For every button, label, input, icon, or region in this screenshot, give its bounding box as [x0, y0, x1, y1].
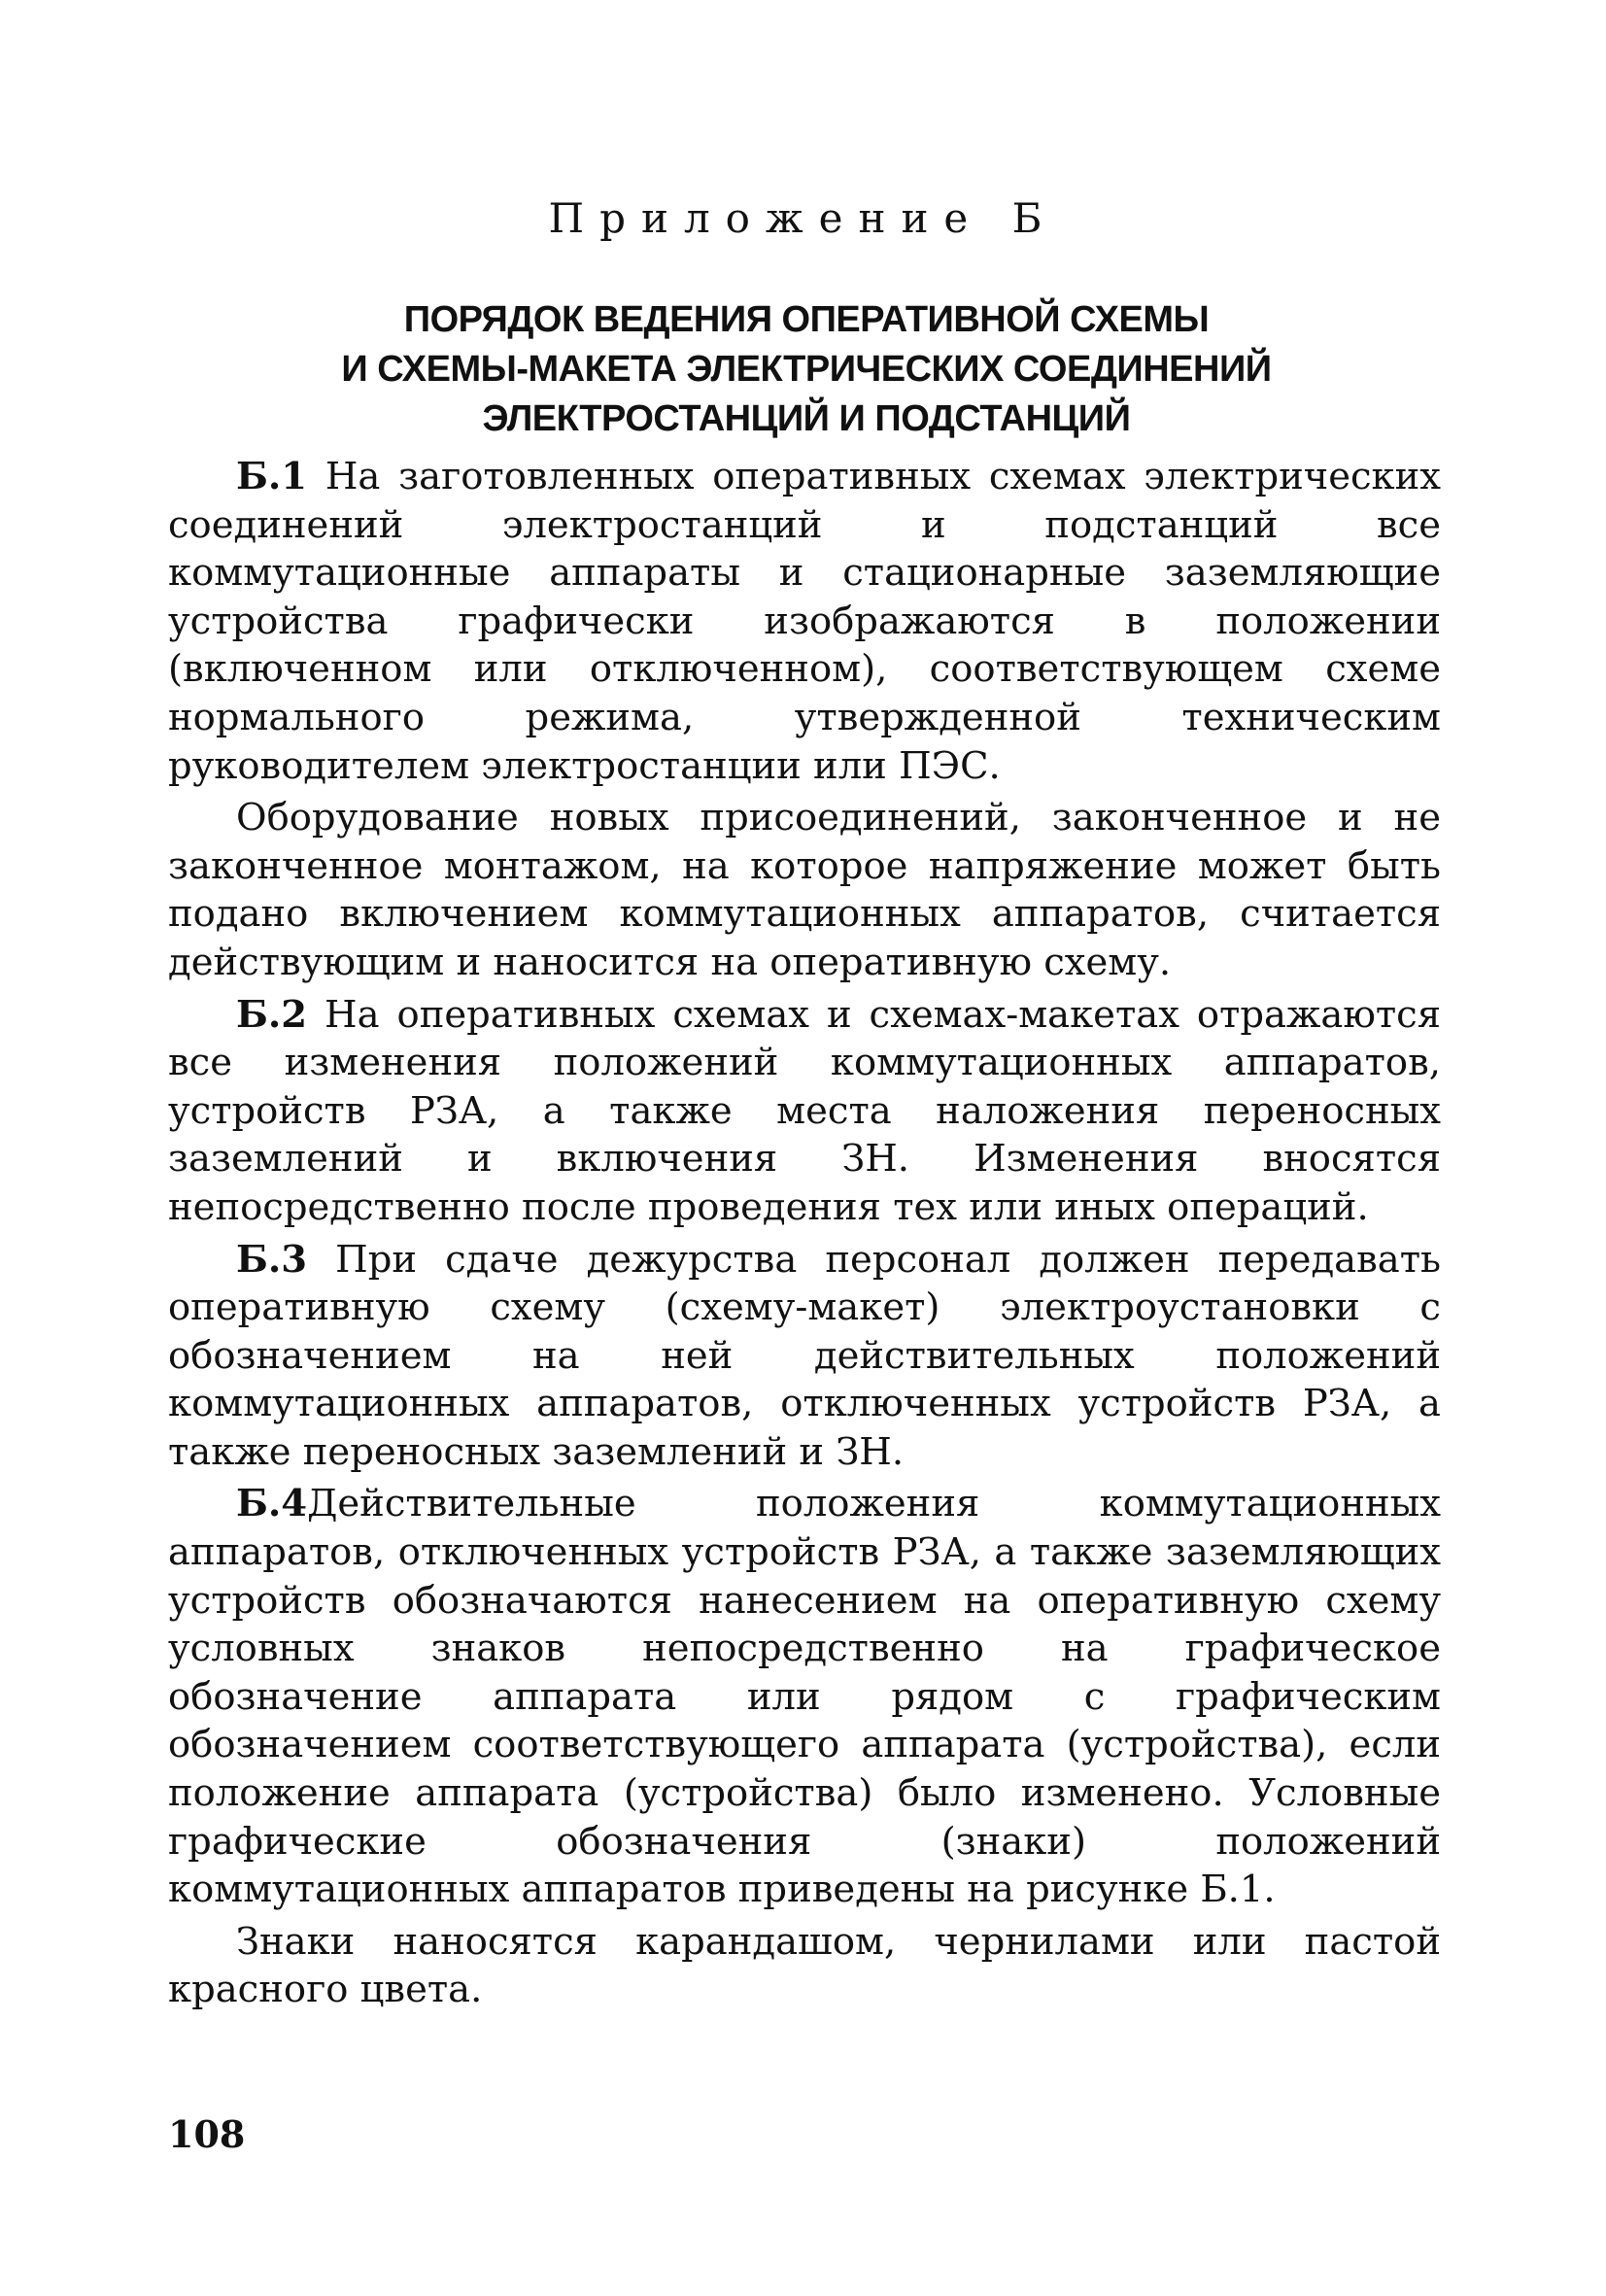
paragraph-number: Б.2: [236, 992, 308, 1037]
paragraph-number: Б.3: [236, 1237, 308, 1282]
paragraph-number: Б.1: [236, 455, 308, 498]
body-text: [168, 453, 1441, 2018]
paragraph-text: Оборудование новых присоединений, законченное и не законченное монтажом, на которое напряжение может быть подано включением коммутационных аппаратов, считается действующим и наносится на оперативную схему.: [168, 796, 1441, 984]
paragraph-text: На оперативных схемах и схемах-макетах отражаются все изменения положений коммутационных аппаратов, устройств РЗА, а также места наложения переносных заземлений и включения ЗН. Изменения вносятся непосредственно после проведения тех или иных операций.: [168, 992, 1441, 1229]
title-line: ПОРЯДОК ВЕДЕНИЯ ОПЕРАТИВНОЙ СХЕМЫ: [403, 299, 1210, 340]
paragraph-text: Знаки наносятся карандашом, чернилами или пастой красного цвета.: [168, 1919, 1441, 2012]
paragraph-text: Действительные положения коммутационных аппаратов, отключенных устройств РЗА, а также заземляющих устройств обозначаются нанесением на оперативную схему условных знаков непосредственно на графическое обозначение аппарата или рядом с графическим обозначением соответствующего аппарата (устройства), если положение аппарата (устройства) было изменено. Условные графические обозначения (знаки) положений коммутационных аппаратов приведены на рисунке Б.1.: [168, 1482, 1441, 1912]
paragraph-b3: [168, 1236, 1441, 1477]
paragraph-b1: [168, 453, 1441, 790]
paragraph-text: На заготовленных оперативных схемах электрических соединений электростанций и подстанций все коммутационные аппараты и стационарные заземляющие устройства графически изображаются в положении (включенном или отключенном), соответствующем схеме нормального режима, утвержденной техническим руководителем электростанции или ПЭС.: [168, 455, 1441, 788]
paragraph-number: Б.4: [236, 1482, 308, 1526]
paragraph-b4-continued: [168, 1918, 1441, 2014]
title-line: И СХЕМЫ-МАКЕТА ЭЛЕКТРИЧЕСКИХ СОЕДИНЕНИЙ: [341, 349, 1272, 390]
section-title: [175, 295, 1438, 444]
paragraph-text: При сдаче дежурства персонал должен передавать оперативную схему (схему-макет) электроустановки с обозначением на ней действительных положений коммутационных аппаратов, отключенных устройств РЗА, а также переносных заземлений и ЗН.: [168, 1237, 1441, 1474]
paragraph-b4: [168, 1480, 1441, 1913]
appendix-label: Приложение Б: [548, 194, 1058, 242]
paragraph-b2: [168, 991, 1441, 1232]
paragraph-b1-continued: [168, 794, 1441, 986]
title-line: ЭЛЕКТРОСТАНЦИЙ И ПОДСТАНЦИЙ: [482, 398, 1131, 439]
page-number: 108: [168, 2112, 246, 2156]
